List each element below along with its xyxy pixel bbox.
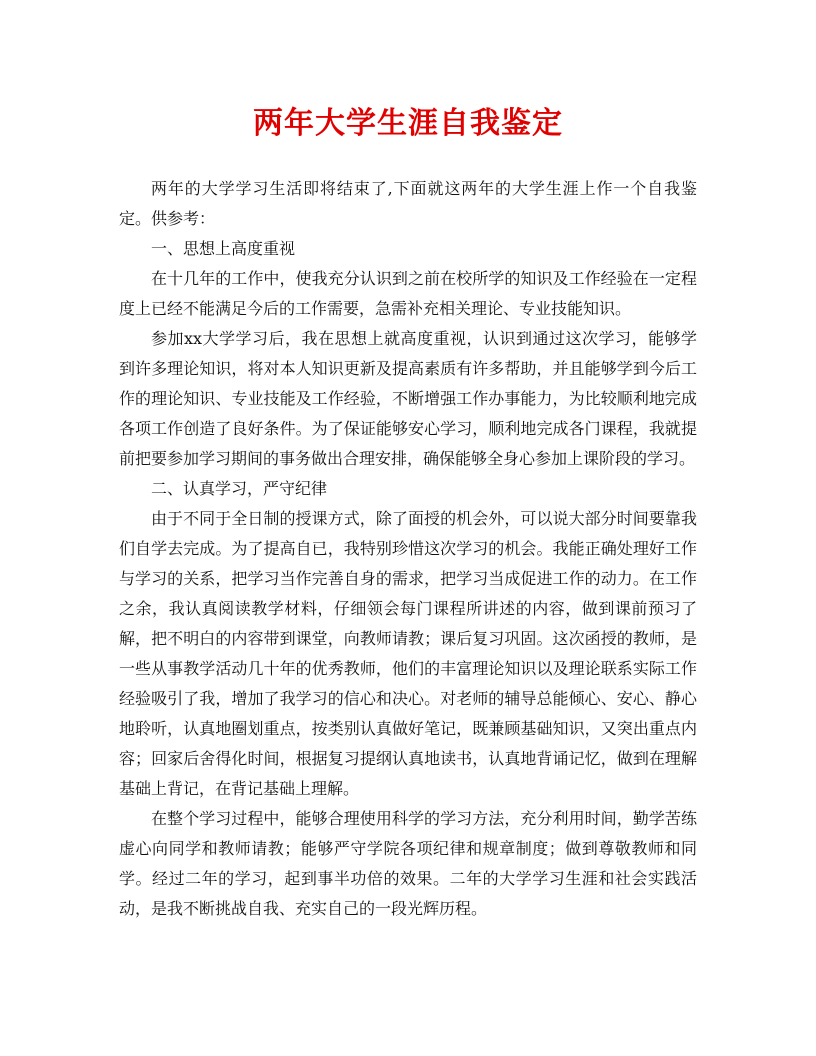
document-title: 两年大学生涯自我鉴定: [253, 106, 563, 141]
body-paragraph-1: 在十几年的工作中，使我充分认识到之前在校所学的知识及工作经验在一定程度上已经不能满足今后的工作需要，急需补充相关理论、专业技能知识。: [119, 269, 697, 318]
section-heading-2: 二、认真学习，严守纪律: [151, 479, 328, 498]
intro-paragraph: 两年的大学学习生活即将结束了,下面就这两年的大学生涯上作一个自我鉴定。供参考：: [119, 179, 697, 228]
body-paragraph-4: 在整个学习过程中，能够合理使用科学的学习方法，充分利用时间，勤学苦练虚心向同学和教师请教；能够严守学院各项纪律和规章制度；做到尊敬教师和同学。经过二年的学习，起到事半功倍的效果。二年的大学学习生涯和社会实践活动，是我不断挑战自我、充实自己的一段光辉历程。: [119, 809, 697, 918]
document-body: [119, 174, 697, 924]
document-page: [119, 98, 697, 924]
section-heading-1: 一、思想上高度重视: [151, 239, 296, 258]
body-paragraph-2: 参加xx大学学习后，我在思想上就高度重视，认识到通过这次学习，能够学到许多理论知识，将对本人知识更新及提高素质有许多帮助，并且能够学到今后工作的理论知识、专业技能及工作经验，不断增强工作办事能力，为比较顺利地完成各项工作创造了良好条件。为了保证能够安心学习，顺利地完成各门课程，我就提前把要参加学习期间的事务做出合理安排，确保能够全身心参加上课阶段的学习。: [119, 329, 697, 468]
body-paragraph-3: 由于不同于全日制的授课方式，除了面授的机会外，可以说大部分时间要靠我们自学去完成。为了提高自已，我特别珍惜这次学习的机会。我能正确处理好工作与学习的关系，把学习当作完善自身的需求，把学习当成促进工作的动力。在工作之余，我认真阅读教学材料，仔细领会每门课程所讲述的内容，做到课前预习了解，把不明白的内容带到课堂，向教师请教；课后复习巩固。这次函授的教师，是一些从事教学活动几十年的优秀教师，他们的丰富理论知识以及理论联系实际工作经验吸引了我，增加了我学习的信心和决心。对老师的辅导总能倾心、安心、静心地聆听，认真地圈划重点，按类别认真做好笔记，既兼顾基础知识，又突出重点内容；回家后舍得化时间，根据复习提纲认真地读书，认真地背诵记忆，做到在理解基础上背记，在背记基础上理解。: [119, 509, 697, 798]
